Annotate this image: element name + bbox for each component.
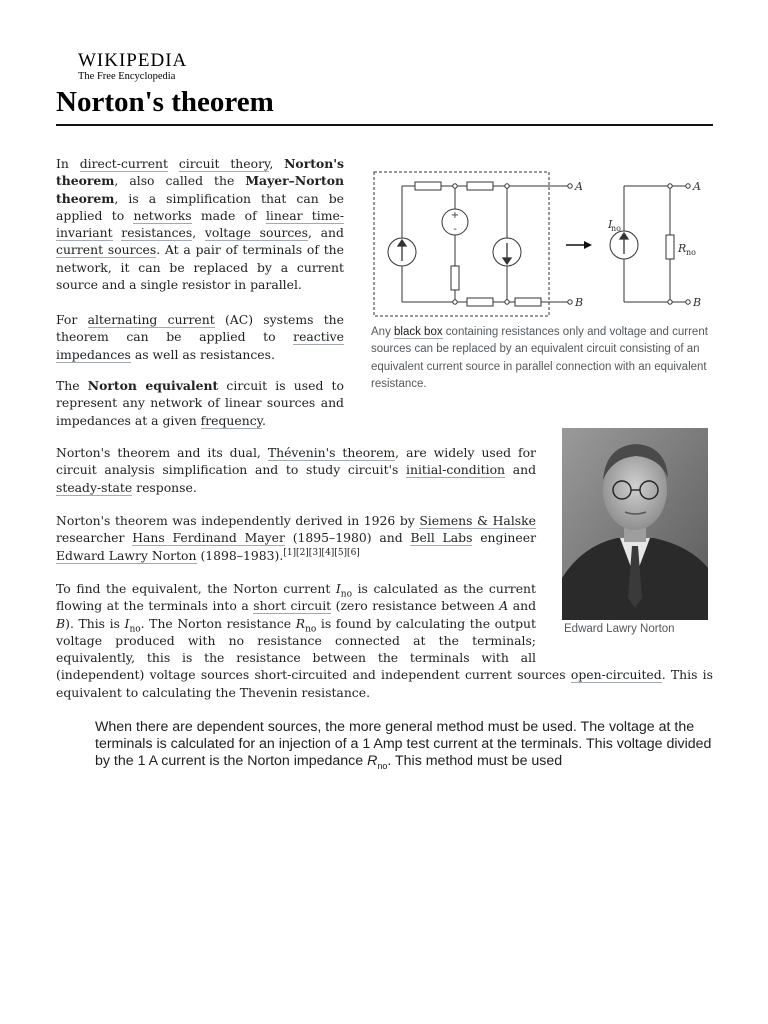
link-direct-current[interactable]: direct-current [79, 156, 169, 171]
svg-text:no: no [611, 224, 621, 233]
link-circuit-theory[interactable]: circuit theory [178, 156, 270, 171]
link-voltage-sources[interactable]: voltage sources [204, 225, 308, 241]
link-current-sources[interactable]: current sources [56, 242, 157, 258]
link-linear-time-invariant[interactable]: linear time-invariant [56, 207, 345, 241]
svg-text:-: - [453, 224, 457, 235]
paragraph-norton-equivalent: The Norton equivalent circuit is used to represent any network of linear sources and impedances at a given frequency. [56, 378, 344, 428]
svg-text:no: no [686, 248, 696, 257]
link-resistances[interactable]: resistances [121, 225, 193, 241]
link-short-circuit[interactable]: short circuit [253, 598, 332, 614]
figure-caption: Any black box containing resistances only and voltage and current sources can be replaced by an equivalent circuit consisting of an equivalent current source in parallel connection with an equivalent resistance. [371, 326, 708, 390]
terminal-a-right [686, 184, 690, 188]
norton-resistor [666, 235, 674, 259]
link-edward-lawry-norton[interactable]: Edward Lawry Norton [56, 547, 197, 563]
paragraph-intro: In direct-current circuit theory, Norton's theorem, also called the Mayer–Norton theorem, is a simplification that can be applied to networks made of linear time-invariant resistances, voltage sources, and current sources. At a pair of terminals of the network, it can be replaced by a current source and a single resistor in parallel. [56, 156, 345, 293]
logo-tagline: The Free Encyclopedia [78, 71, 176, 82]
photo-text-wrap-spacer [536, 580, 713, 662]
terminal-b-right [686, 300, 690, 304]
resistor-bottom-middle [467, 298, 493, 306]
logo-wordmark: WIKIPEDIA [78, 50, 188, 71]
svg-text:B: B [575, 296, 584, 309]
resistor-top-left [415, 182, 441, 190]
link-frequency[interactable]: frequency [200, 412, 262, 428]
link-steady-state[interactable]: steady-state [56, 479, 133, 495]
link-networks[interactable]: networks [133, 207, 192, 223]
title-divider [56, 124, 713, 126]
resistor-top-right [467, 182, 493, 190]
link-initial-condition[interactable]: initial-condition [406, 462, 506, 478]
circuit-diagram [370, 166, 710, 326]
svg-text:A: A [693, 180, 701, 193]
link-open-circuited[interactable]: open-circuited [570, 667, 662, 683]
link-impedances[interactable]: impedances [56, 346, 131, 362]
paragraph-history: Norton's theorem was independently derived in 1926 by Siemens & Halske researcher Hans Ferdinand Mayer (1895–1980) and Bell Labs engineer Edward Lawry Norton (1898–1983).[1][2][3][4][5][6] [56, 513, 537, 563]
paragraph-finding-equivalent: To find the equivalent, the Norton current $I_{no}$ is calculated as the current flowing at the terminals into a short circuit (zero resistance between A and B). This is $I_{no}$. The Norton resistance $R_{no}$ is found by calculating the output voltage produced with no resistance connected at the terminals; equivalently, this is the resistance between the terminals with all (independent) voltage sources short-circuited and independent current sources open-circuited. This is equivalent to calculating the Thevenin resistance. [56, 581, 713, 700]
link-reactive[interactable]: reactive [293, 329, 344, 345]
circuit-diagram-figure [370, 166, 710, 326]
resistor-bottom-right [515, 298, 541, 306]
svg-text:+: + [450, 210, 460, 221]
wikipedia-logo[interactable] [78, 50, 187, 83]
link-hans-ferdinand-mayer[interactable]: Hans Ferdinand Mayer [132, 530, 285, 546]
page-title: Norton's theorem [56, 86, 274, 118]
reference-links[interactable]: [1][2][3][4][5][6] [283, 547, 360, 558]
resistor-vertical [451, 266, 459, 290]
svg-text:A: A [575, 180, 583, 193]
photo-caption: Edward Lawry Norton [564, 623, 675, 635]
svg-text:I: I [608, 218, 613, 231]
svg-text:B: B [693, 296, 702, 309]
paragraph-ac: For alternating current (AC) systems the theorem can be applied to reactive impedances as well as resistances. [56, 312, 344, 362]
link-siemens-halske[interactable]: Siemens & Halske [419, 513, 536, 528]
link-thevenins-theorem[interactable]: Thévenin's theorem [267, 445, 396, 460]
link-bell-labs[interactable]: Bell Labs [410, 530, 473, 546]
terminal-b-left [568, 300, 572, 304]
dependent-sources-note: When there are dependent sources, the more general method must be used. The voltage at the terminals is calculated for an injection of a 1 Amp test current at the terminals. This voltage divided by the 1 A current is the Norton impedance $R_{no}$. This method must be used [95, 719, 712, 772]
arrow-icon [566, 241, 592, 249]
link-black-box[interactable]: black box [394, 326, 443, 338]
paragraph-dual: Norton's theorem and its dual, Thévenin's theorem, are widely used for circuit analysis simplification and to study circuit's initial-condition and steady-state response. [56, 445, 536, 495]
link-alternating-current[interactable]: alternating current [87, 312, 215, 327]
terminal-a-left [568, 184, 572, 188]
svg-text:R: R [678, 242, 687, 255]
